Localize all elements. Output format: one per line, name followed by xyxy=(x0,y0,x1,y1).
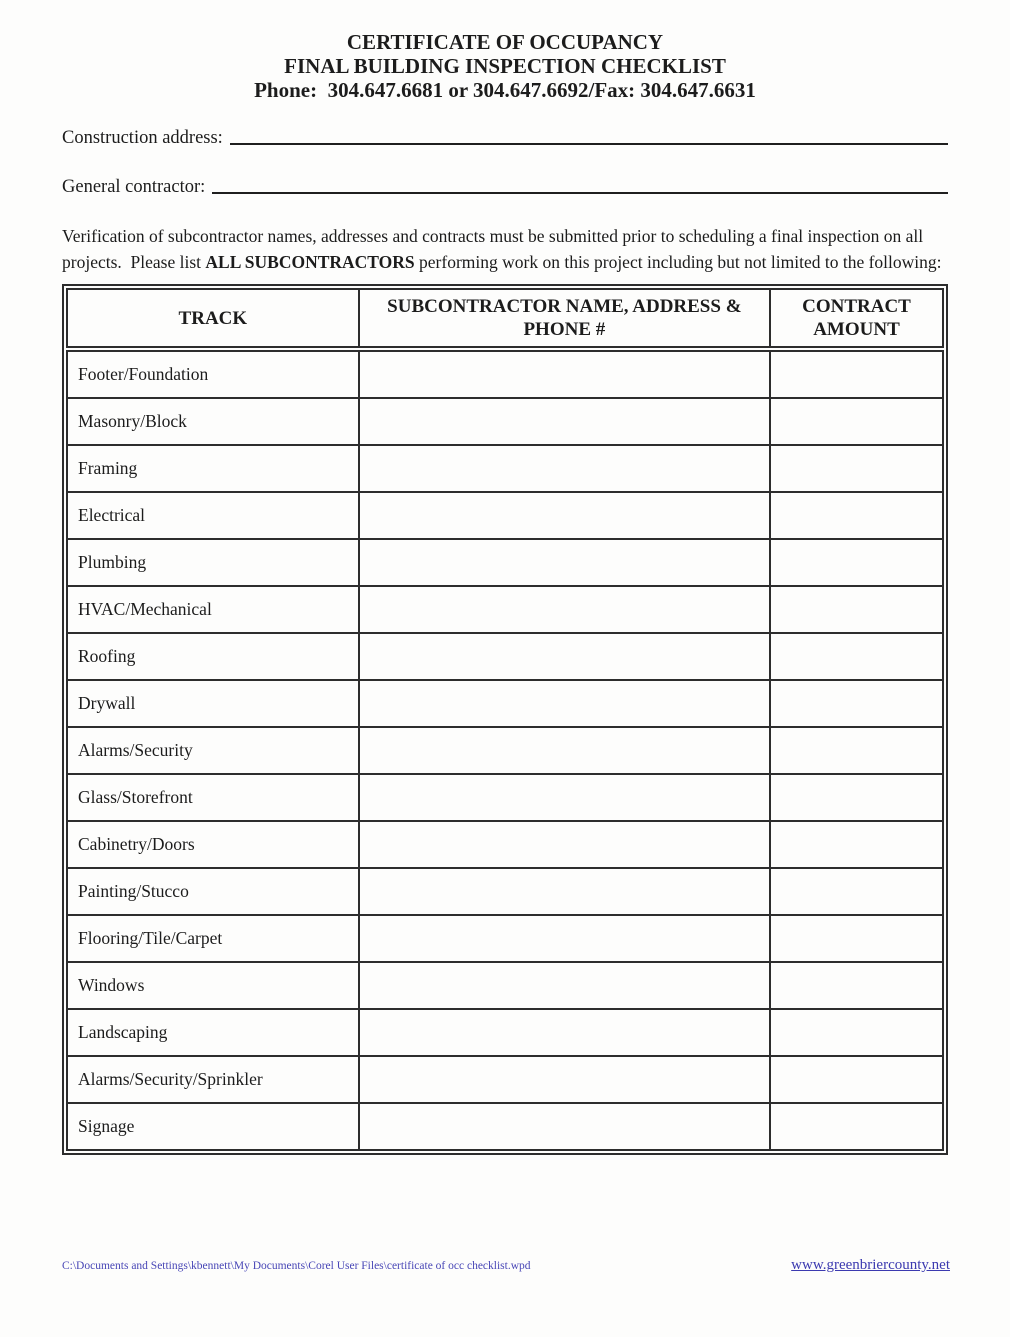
subcontractor-blank-cell xyxy=(359,1103,770,1150)
intro-text-after: performing work on this project including but not limited to the following: xyxy=(414,252,942,272)
track-cell: Painting/Stucco xyxy=(67,868,359,915)
contract-amount-blank-cell xyxy=(770,492,943,539)
subcontractor-blank-cell xyxy=(359,539,770,586)
column-header-subcontractor: SUBCONTRACTOR NAME, ADDRESS & PHONE # xyxy=(359,289,770,349)
track-cell: Drywall xyxy=(67,680,359,727)
contract-amount-blank-cell xyxy=(770,586,943,633)
table-row xyxy=(67,821,943,868)
track-cell: Flooring/Tile/Carpet xyxy=(67,915,359,962)
general-contractor-blank-line xyxy=(212,192,948,194)
contract-amount-blank-cell xyxy=(770,1009,943,1056)
track-cell: Alarms/Security xyxy=(67,727,359,774)
document-phone-fax-line: Phone: 304.647.6681 or 304.647.6692/Fax: 304.647.6631 xyxy=(254,78,756,102)
page-footer xyxy=(62,1257,950,1274)
subcontractor-table xyxy=(62,284,948,1155)
subcontractor-blank-cell xyxy=(359,727,770,774)
general-contractor-label: General contractor: xyxy=(62,177,206,197)
website-link[interactable]: www.greenbriercounty.net xyxy=(791,1257,950,1273)
construction-address-label: Construction address: xyxy=(62,128,223,148)
track-cell: Framing xyxy=(67,445,359,492)
intro-text-before: Verification of subcontractor names, addresses and contracts must be submitted prior to scheduling a final inspection on all projects. Please list xyxy=(62,226,928,272)
subcontractor-blank-cell xyxy=(359,680,770,727)
table-row xyxy=(67,962,943,1009)
table-row xyxy=(67,774,943,821)
contract-amount-blank-cell xyxy=(770,445,943,492)
subcontractor-blank-cell xyxy=(359,445,770,492)
intro-paragraph xyxy=(62,223,948,275)
table-row xyxy=(67,492,943,539)
table-row xyxy=(67,727,943,774)
contract-amount-blank-cell xyxy=(770,727,943,774)
table-row xyxy=(67,1103,943,1150)
table-row xyxy=(67,445,943,492)
contract-amount-blank-cell xyxy=(770,774,943,821)
subcontractor-blank-cell xyxy=(359,349,770,398)
table-header-row xyxy=(67,289,943,349)
subcontractor-blank-cell xyxy=(359,774,770,821)
table-row xyxy=(67,1009,943,1056)
column-header-contract-amount: CONTRACT AMOUNT xyxy=(770,289,943,349)
contract-amount-blank-cell xyxy=(770,398,943,445)
subcontractor-blank-cell xyxy=(359,962,770,1009)
table-row xyxy=(67,586,943,633)
track-cell: Masonry/Block xyxy=(67,398,359,445)
table-row xyxy=(67,1056,943,1103)
table-body xyxy=(67,349,943,1150)
track-cell: Glass/Storefront xyxy=(67,774,359,821)
track-cell: Roofing xyxy=(67,633,359,680)
table-row xyxy=(67,539,943,586)
general-contractor-field xyxy=(62,177,948,198)
column-header-track: TRACK xyxy=(67,289,359,349)
contract-amount-blank-cell xyxy=(770,915,943,962)
table-row xyxy=(67,868,943,915)
construction-address-blank-line xyxy=(230,143,948,145)
table-row xyxy=(67,915,943,962)
contract-amount-blank-cell xyxy=(770,868,943,915)
construction-address-field xyxy=(62,128,948,149)
table-row xyxy=(67,349,943,398)
file-path-text: C:\Documents and Settings\kbennett\My Documents\Corel User Files\certificate of occ checklist.wpd xyxy=(62,1260,531,1272)
table-row xyxy=(67,398,943,445)
track-cell: Landscaping xyxy=(67,1009,359,1056)
track-cell: Cabinetry/Doors xyxy=(67,821,359,868)
subcontractor-blank-cell xyxy=(359,915,770,962)
track-cell: Alarms/Security/Sprinkler xyxy=(67,1056,359,1103)
intro-bold-text: ALL SUBCONTRACTORS xyxy=(205,252,415,272)
subcontractor-blank-cell xyxy=(359,1056,770,1103)
subcontractor-blank-cell xyxy=(359,1009,770,1056)
contract-amount-blank-cell xyxy=(770,821,943,868)
contract-amount-blank-cell xyxy=(770,633,943,680)
document-title-line2: FINAL BUILDING INSPECTION CHECKLIST xyxy=(284,54,726,78)
subcontractor-blank-cell xyxy=(359,633,770,680)
subcontractor-blank-cell xyxy=(359,398,770,445)
track-cell: HVAC/Mechanical xyxy=(67,586,359,633)
subcontractor-blank-cell xyxy=(359,821,770,868)
contract-amount-blank-cell xyxy=(770,1056,943,1103)
subcontractor-table-grid xyxy=(66,288,944,1151)
contract-amount-blank-cell xyxy=(770,1103,943,1150)
contract-amount-blank-cell xyxy=(770,349,943,398)
track-cell: Plumbing xyxy=(67,539,359,586)
track-cell: Electrical xyxy=(67,492,359,539)
table-row xyxy=(67,680,943,727)
table-row xyxy=(67,633,943,680)
subcontractor-blank-cell xyxy=(359,492,770,539)
track-cell: Signage xyxy=(67,1103,359,1150)
contract-amount-blank-cell xyxy=(770,539,943,586)
document-page xyxy=(0,30,1010,1337)
track-cell: Footer/Foundation xyxy=(67,349,359,398)
contract-amount-blank-cell xyxy=(770,962,943,1009)
track-cell: Windows xyxy=(67,962,359,1009)
document-title-line1: CERTIFICATE OF OCCUPANCY xyxy=(346,30,664,54)
subcontractor-blank-cell xyxy=(359,586,770,633)
contract-amount-blank-cell xyxy=(770,680,943,727)
subcontractor-blank-cell xyxy=(359,868,770,915)
document-header xyxy=(0,30,1010,102)
